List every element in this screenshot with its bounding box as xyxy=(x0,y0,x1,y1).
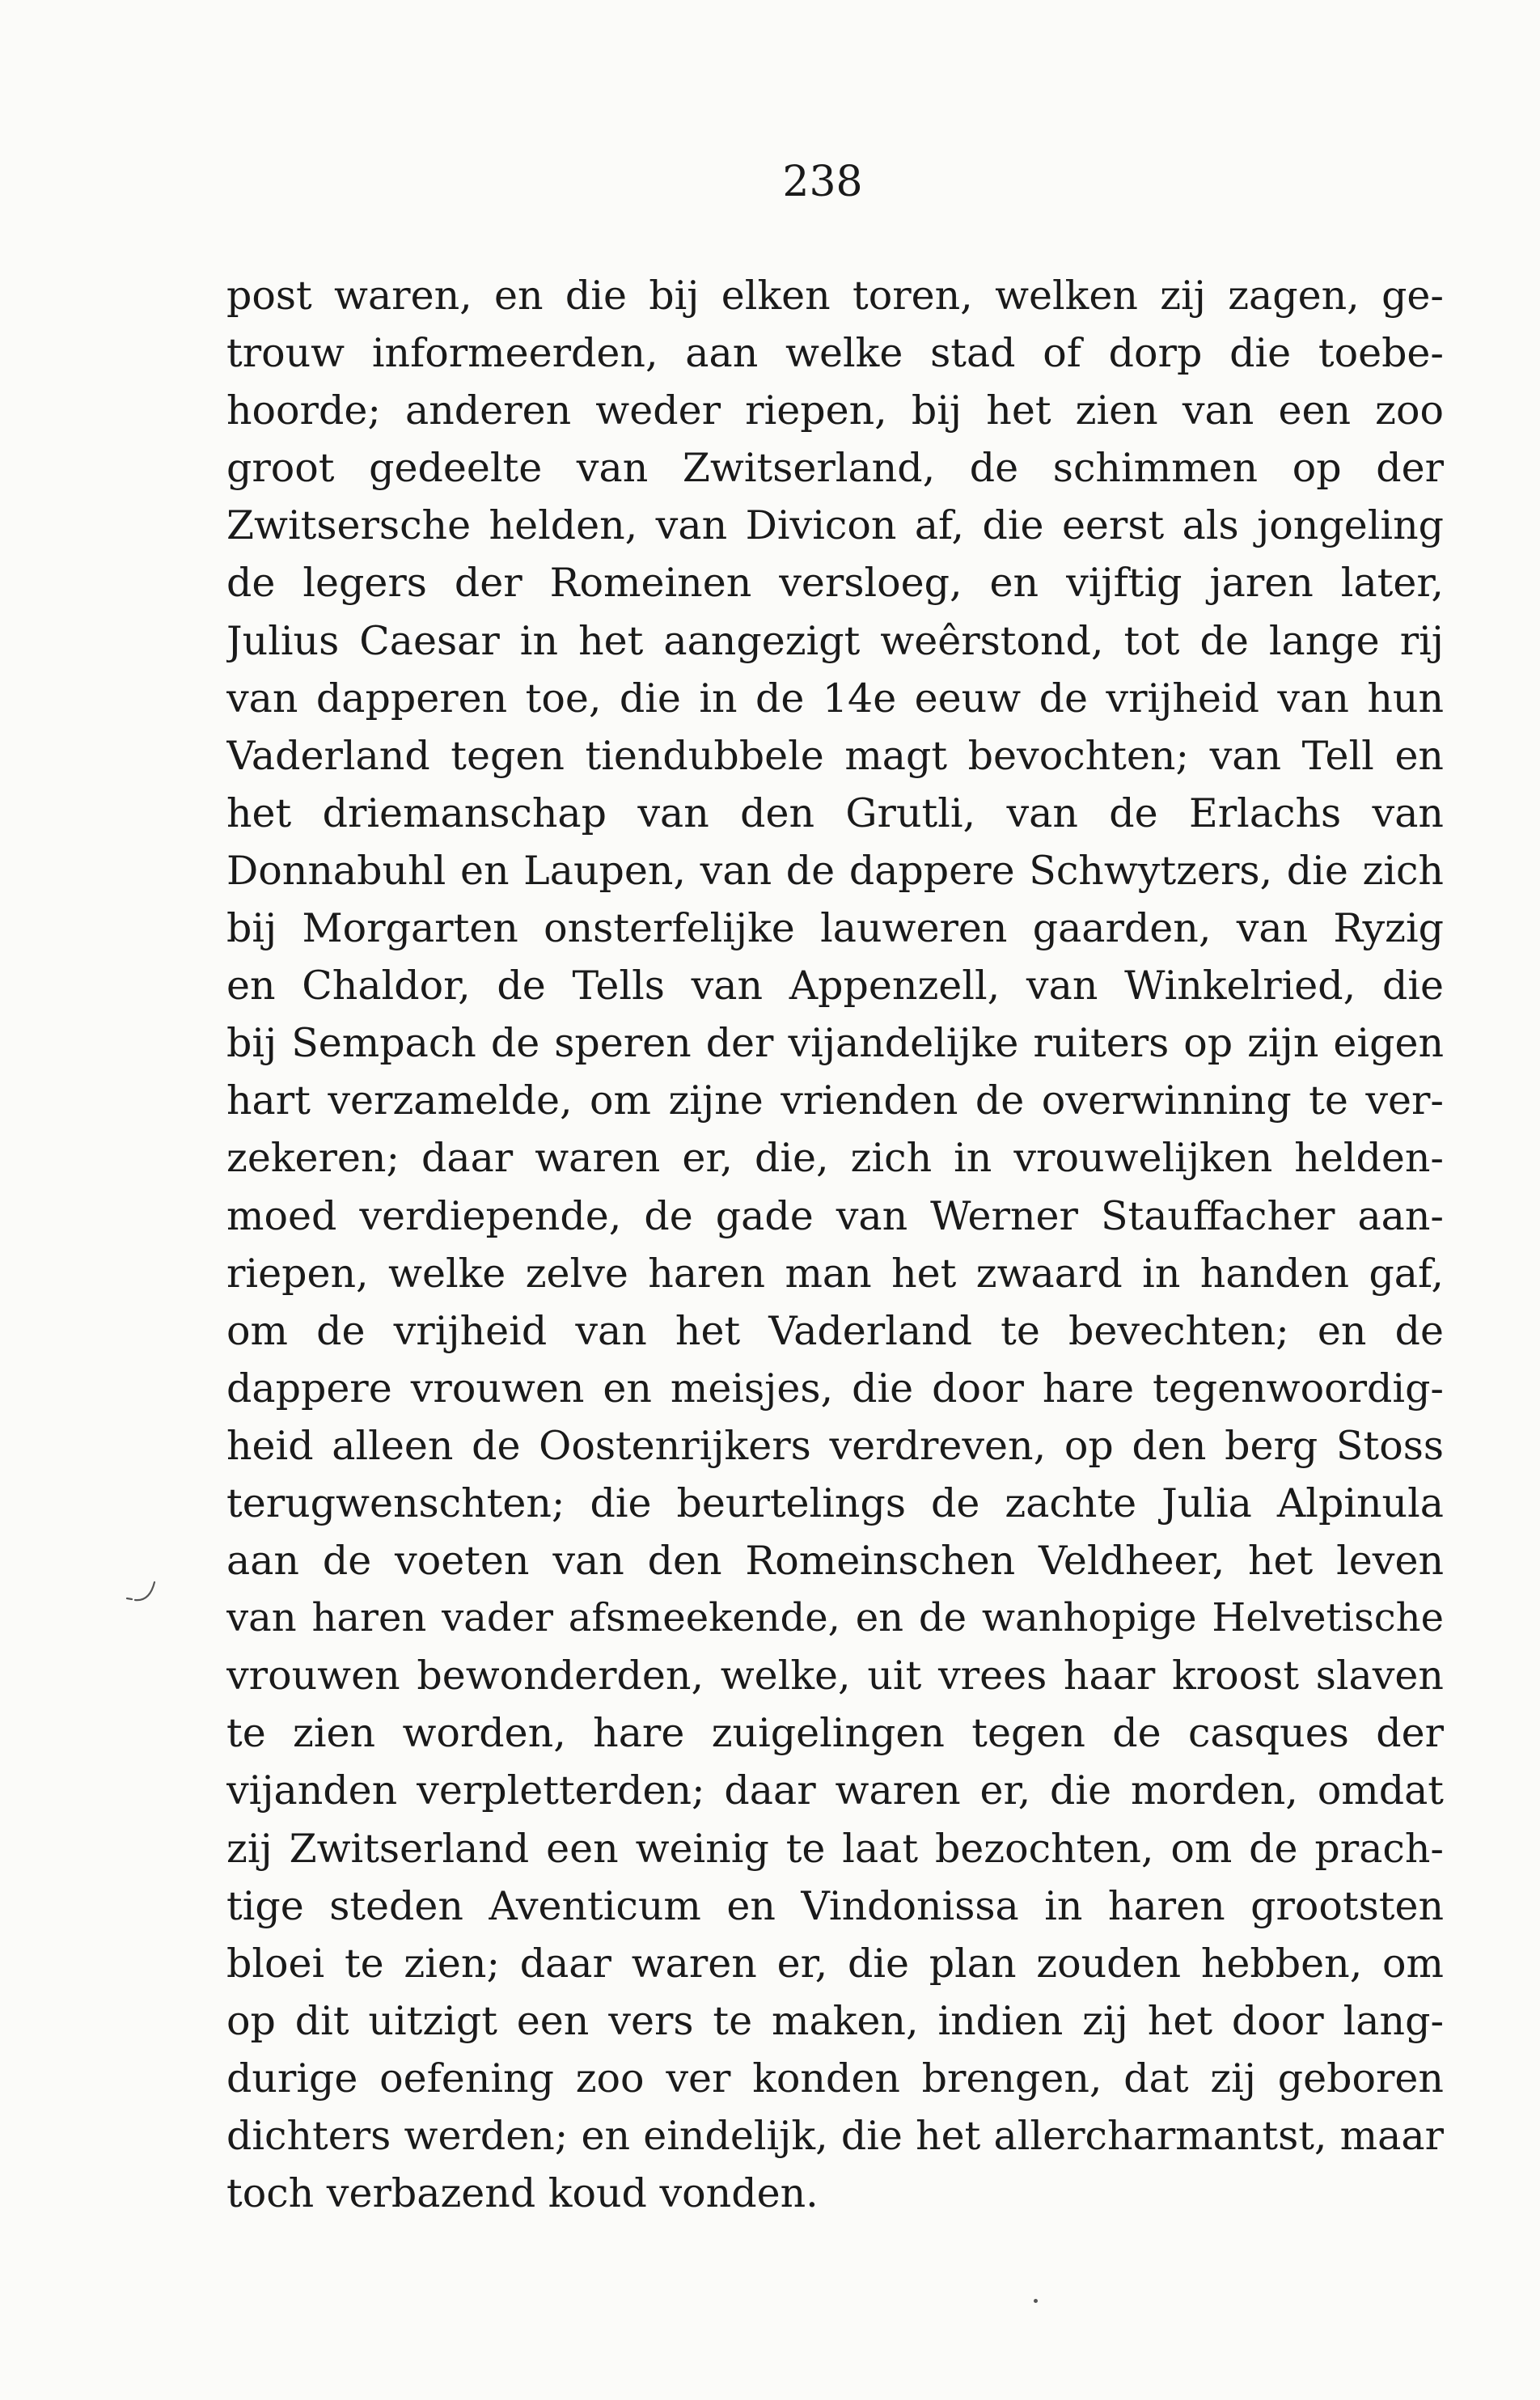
text-line: riepen, welke zelve haren man het zwaard in handen gaf, xyxy=(226,1250,1444,1297)
text-line: te zien worden, hare zuigelingen tegen de casques der xyxy=(226,1710,1444,1757)
text-line: van dapperen toe, die in de 14e eeuw de vrijheid van hun xyxy=(226,675,1444,722)
text-line: Donnabuhl en Laupen, van de dappere Schwytzers, die zich xyxy=(226,847,1444,894)
text-line: op dit uitzigt een vers te maken, indien zij het door lang- xyxy=(226,1997,1444,2044)
text-line: post waren, en die bij elken toren, welken zij zagen, ge- xyxy=(226,273,1444,319)
text-line: groot gedeelte van Zwitserland, de schimmen op der xyxy=(226,445,1444,492)
page-number: 238 xyxy=(782,158,863,206)
text-line: Zwitsersche helden, van Divicon af, die eerst als jongeling xyxy=(226,502,1444,549)
paper-speck xyxy=(1034,2299,1038,2303)
text-line: aan de voeten van den Romeinschen Veldheer, het leven xyxy=(226,1538,1444,1585)
text-line: zij Zwitserland een weinig te laat bezochten, om de prach- xyxy=(226,1825,1444,1872)
text-line: heid alleen de Oostenrijkers verdreven, op den berg Stoss xyxy=(226,1422,1444,1469)
text-line: de legers der Romeinen versloeg, en vijftig jaren later, xyxy=(226,560,1444,607)
text-line: hoorde; anderen weder riepen, bij het zien van een zoo xyxy=(226,387,1444,434)
text-line-last: toch verbazend koud vonden. xyxy=(226,2170,819,2217)
text-line: vrouwen bewonderden, welke, uit vrees haar kroost slaven xyxy=(226,1653,1444,1699)
text-line: Vaderland tegen tiendubbele magt bevochten; van Tell en xyxy=(226,732,1444,779)
text-line: bij Sempach de speren der vijandelijke ruiters op zijn eigen xyxy=(226,1020,1444,1067)
text-line: Julius Caesar in het aangezigt weêrstond, tot de lange rij xyxy=(226,617,1444,664)
text-line: dappere vrouwen en meisjes, die door hare tegenwoordig- xyxy=(226,1365,1444,1412)
text-line: durige oefening zoo ver konden brengen, dat zij geboren xyxy=(226,2055,1444,2102)
text-line: om de vrijheid van het Vaderland te bevechten; en de xyxy=(226,1307,1444,1354)
margin-pencil-mark xyxy=(125,1577,166,1610)
text-line: hart verzamelde, om zijne vrienden de overwinning te ver- xyxy=(226,1077,1444,1124)
text-line: bloei te zien; daar waren er, die plan zouden hebben, om xyxy=(226,1940,1444,1987)
text-line: terugwenschten; die beurtelings de zachte Julia Alpinula xyxy=(226,1479,1444,1526)
text-line: vijanden verpletterden; daar waren er, die morden, omdat xyxy=(226,1767,1444,1814)
text-line: bij Morgarten onsterfelijke lauweren gaarden, van Ryzig xyxy=(226,905,1444,952)
text-line: het driemanschap van den Grutli, van de Erlachs van xyxy=(226,789,1444,836)
body-text xyxy=(226,267,1444,2222)
text-line: moed verdiepende, de gade van Werner Stauffacher aan- xyxy=(226,1192,1444,1239)
text-line: dichters werden; en eindelijk, die het allercharmantst, maar xyxy=(226,2113,1444,2159)
text-line: en Chaldor, de Tells van Appenzell, van Winkelried, die xyxy=(226,963,1444,1010)
text-line: zekeren; daar waren er, die, zich in vrouwelijken helden- xyxy=(226,1135,1444,1182)
text-line: trouw informeerden, aan welke stad of dorp die toebe- xyxy=(226,330,1444,377)
text-line: tige steden Aventicum en Vindonissa in haren grootsten xyxy=(226,1882,1444,1929)
text-line: van haren vader afsmeekende, en de wanhopige Helvetische xyxy=(226,1595,1444,1641)
